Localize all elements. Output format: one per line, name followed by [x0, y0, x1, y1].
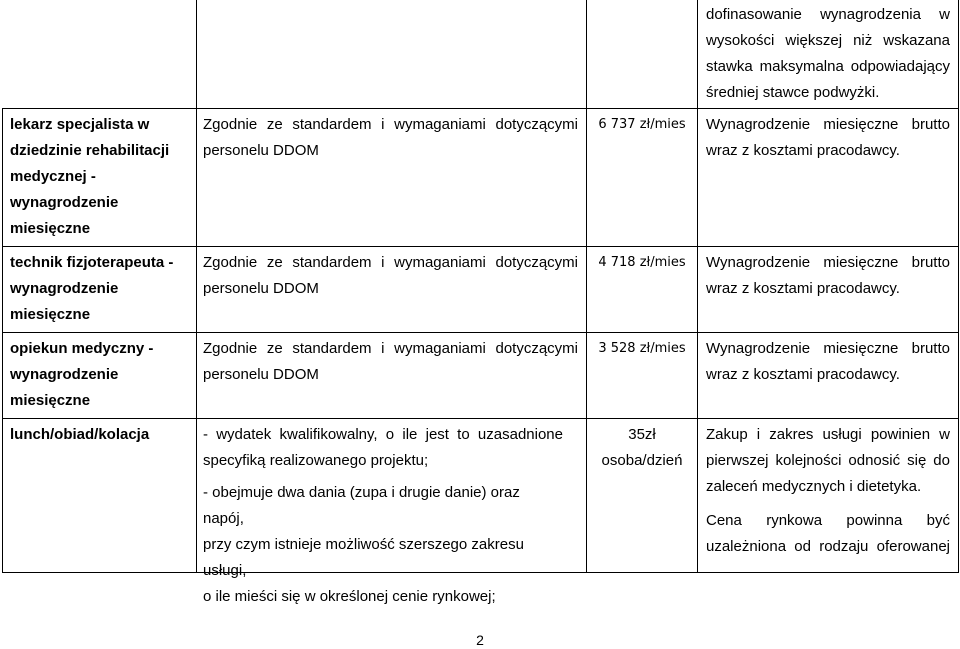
text-line: personelu DDOM [203, 366, 319, 383]
text-line: technik fizjoterapeuta - [10, 254, 174, 271]
text-line: specyfiką realizowanego projektu; [203, 452, 429, 469]
text-line: wynagrodzenie [10, 280, 119, 297]
text-line: wysokości większej niż wskazana [706, 32, 950, 49]
table-border-right [958, 0, 959, 572]
text-line: wraz z kosztami pracodawcy. [706, 142, 900, 159]
row-price: 3 528 zł/mies [598, 341, 686, 356]
text-line: personelu DDOM [203, 280, 319, 297]
row-price: 4 718 zł/mies [598, 255, 686, 270]
text-line: Wynagrodzenie miesięczne brutto [706, 254, 950, 271]
text-line: miesięczne [10, 306, 91, 323]
text-line: dziedzinie rehabilitacji [10, 142, 170, 159]
row-notes [706, 250, 950, 302]
text-line: Zgodnie ze standardem i wymaganiami dotyczącymi [203, 254, 578, 271]
row-name [10, 250, 190, 328]
table-border-row1 [2, 246, 959, 247]
text-line: przy czym istnieje możliwość szerszego zakresu usługi, [203, 536, 524, 579]
row-notes [706, 422, 950, 560]
text-line: 35zł [628, 426, 656, 443]
row-name [10, 422, 190, 448]
row-notes [706, 112, 950, 164]
row-price: 6 737 zł/mies [598, 117, 686, 132]
page-number: 2 [476, 632, 484, 648]
text-line: Cena rynkowa powinna być [706, 512, 950, 529]
table-border-row0 [2, 108, 959, 109]
row-price [587, 422, 697, 474]
table-border-row3 [2, 418, 959, 419]
text-line: wraz z kosztami pracodawcy. [706, 366, 900, 383]
row-notes [706, 336, 950, 388]
text-line: o ile mieści się w określonej cenie rynkowej; [203, 588, 496, 605]
text-line: opiekun medyczny - [10, 340, 154, 357]
text-line: lekarz specjalista w [10, 116, 150, 133]
text-line: lunch/obiad/kolacja [10, 426, 150, 443]
text-line: pierwszej kolejności odnosić się do [706, 452, 950, 469]
text-line: Zgodnie ze standardem i wymaganiami dotyczącymi [203, 340, 578, 357]
text-line: stawka maksymalna odpowiadający [706, 58, 950, 75]
text-line: wynagrodzenie [10, 366, 119, 383]
text-line: Zgodnie ze standardem i wymaganiami dotyczącymi [203, 116, 578, 133]
row-name [10, 112, 190, 242]
row-standard [203, 250, 578, 302]
text-line: medycznej - [10, 168, 96, 185]
row-name [10, 336, 190, 414]
text-line: Wynagrodzenie miesięczne brutto [706, 340, 950, 357]
text-line: - wydatek kwalifikowalny, o ile jest to uzasadnione [203, 426, 563, 443]
text-line: zaleceń medycznych i dietetyka. [706, 478, 922, 495]
table-border-col1 [196, 0, 197, 572]
table-border-col3 [697, 0, 698, 572]
text-line: wraz z kosztami pracodawcy. [706, 280, 900, 297]
table-border-left [2, 108, 3, 572]
text-line: Zakup i zakres usługi powinien w [706, 426, 950, 443]
text-line: osoba/dzień [601, 452, 683, 469]
text-line: - obejmuje dwa dania (zupa i drugie danie) oraz napój, [203, 484, 520, 527]
text-line: wynagrodzenie [10, 194, 119, 211]
text-line: miesięczne [10, 220, 91, 237]
row-standard [203, 336, 578, 388]
text-line: uzależniona od rodzaju oferowanej [706, 538, 950, 555]
text-line: Wynagrodzenie miesięczne brutto [706, 116, 950, 133]
table-border-col2 [586, 0, 587, 572]
text-line: personelu DDOM [203, 142, 319, 159]
table-border-row2 [2, 332, 959, 333]
row-standard [203, 112, 578, 164]
text-line: dofinasowanie wynagrodzenia w [706, 6, 950, 23]
text-line: średniej stawce podwyżki. [706, 84, 880, 101]
continuation-note [706, 2, 950, 106]
text-line: miesięczne [10, 392, 91, 409]
row-standard [203, 422, 563, 610]
